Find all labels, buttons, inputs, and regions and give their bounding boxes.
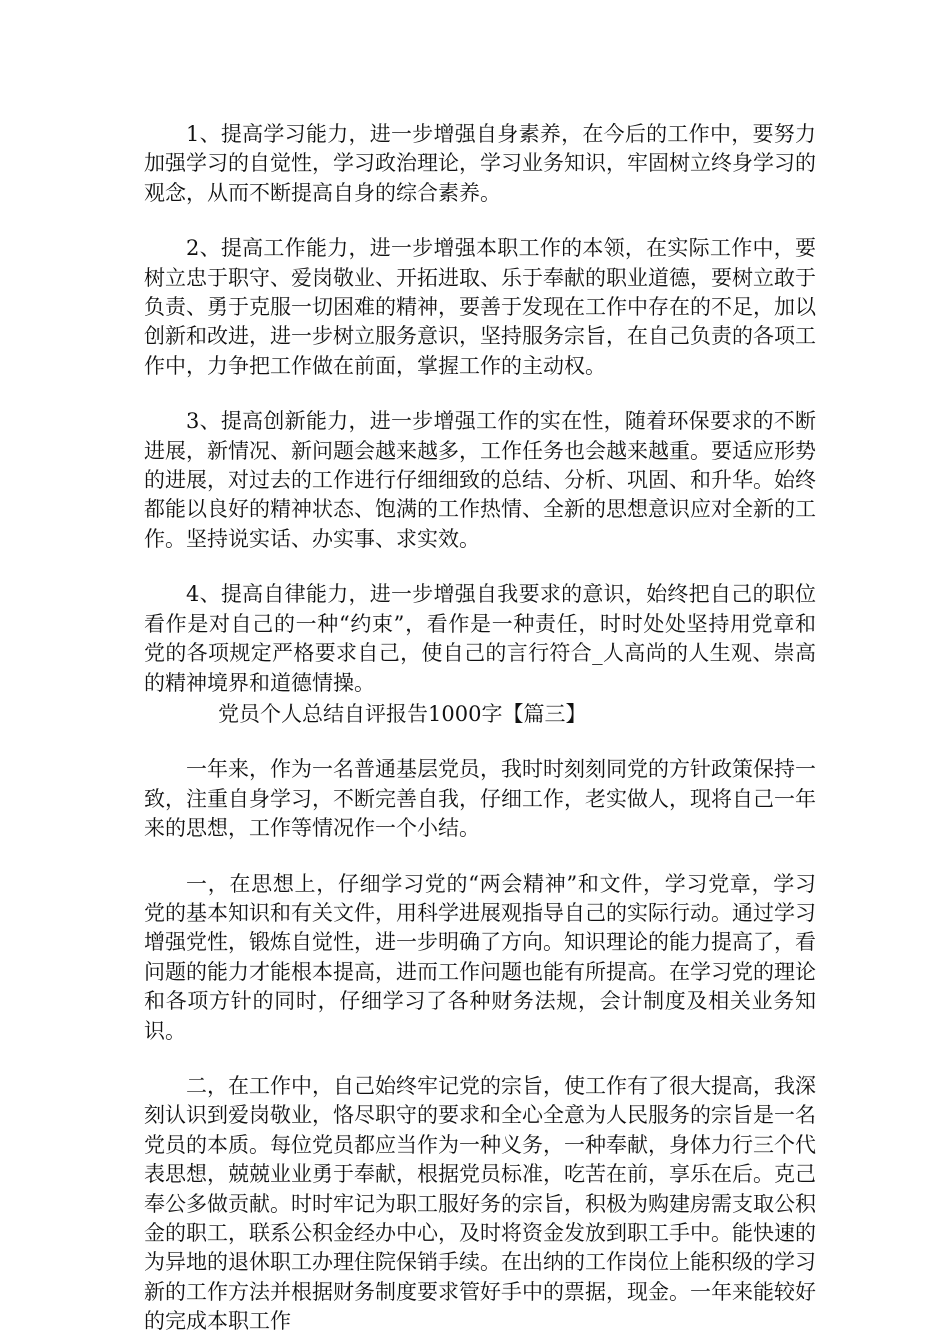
paragraph-1: 1、提高学习能力，进一步增强自身素养，在今后的工作中，要努力加强学习的自觉性，学习政治理论，学习业务知识，牢固树立终身学习的观念，从而不断提高自身的综合素养。 [144, 122, 816, 205]
paragraph-7: 二，在工作中，自己始终牢记党的宗旨，使工作有了很大提高，我深刻认识到爱岗敬业，恪尽职守的要求和全心全意为人民服务的宗旨是一名党员的本质。每位党员都应当作为一种义务，一种奉献，身体力行三个代表思想，兢兢业业勇于奉献，根据党员标准，吃苦在前，享乐在后。克己奉公多做贡献。时时牢记为职工服好务的宗旨，积极为购建房需支取公积金的职工，联系公积金经办中心，及时将资金发放到职工手中。能快速的为异地的退休职工办理住院保销手续。在出纳的工作岗位上能积级的学习新的工作方法并根据财务制度要求管好手中的票据，现金。一年来能较好的完成本职工作 [144, 1073, 816, 1334]
paragraph-2: 2、提高工作能力，进一步增强本职工作的本领，在实际工作中，要树立忠于职守、爱岗敬业、开拓进取、乐于奉献的职业道德，要树立敢于负责、勇于克服一切困难的精神，要善于发现在工作中存在的不足，加以创新和改进，进一步树立服务意识，坚持服务宗旨，在自己负责的各项工作中，力争把工作做在前面，掌握工作的主动权。 [144, 236, 816, 378]
document-body [144, 120, 816, 1337]
paragraph-5: 一年来，作为一名普通基层党员，我时时刻刻同党的方针政策保持一致，注重自身学习，不断完善自我，仔细工作，老实做人，现将自己一年来的思想，工作等情况作一个小结。 [144, 757, 816, 841]
paragraph-4: 4、提高自律能力，进一步增强自我要求的意识，始终把自己的职位看作是对自己的一种“约束”，看作是一种责任，时时处处坚持用党章和党的各项规定严格要求自己，使自己的言行符合_人高尚的人生观、崇高的精神境界和道德情操。 [144, 582, 816, 695]
paragraph-3: 3、提高创新能力，进一步增强工作的实在性，随着环保要求的不断进展，新情况、新问题会越来越多，工作任务也会越来越重。要适应形势的进展，对过去的工作进行仔细细致的总结、分析、巩固、和升华。始终都能以良好的精神状态、饱满的工作热情、全新的思想意识应对全新的工作。坚持说实话、办实事、求实效。 [144, 409, 816, 551]
paragraph-6: 一，在思想上，仔细学习党的“两会精神”和文件，学习党章，学习党的基本知识和有关文件，用科学进展观指导自己的实际行动。通过学习增强党性，锻炼自觉性，进一步明确了方向。知识理论的能力提高了，看问题的能力才能根本提高，进而工作问题也能有所提高。在学习党的理论和各项方针的同时，仔细学习了各种财务法规，会计制度及相关业务知识。 [144, 871, 816, 1043]
section-heading: 党员个人总结自评报告1000字【篇三】 [218, 701, 587, 726]
